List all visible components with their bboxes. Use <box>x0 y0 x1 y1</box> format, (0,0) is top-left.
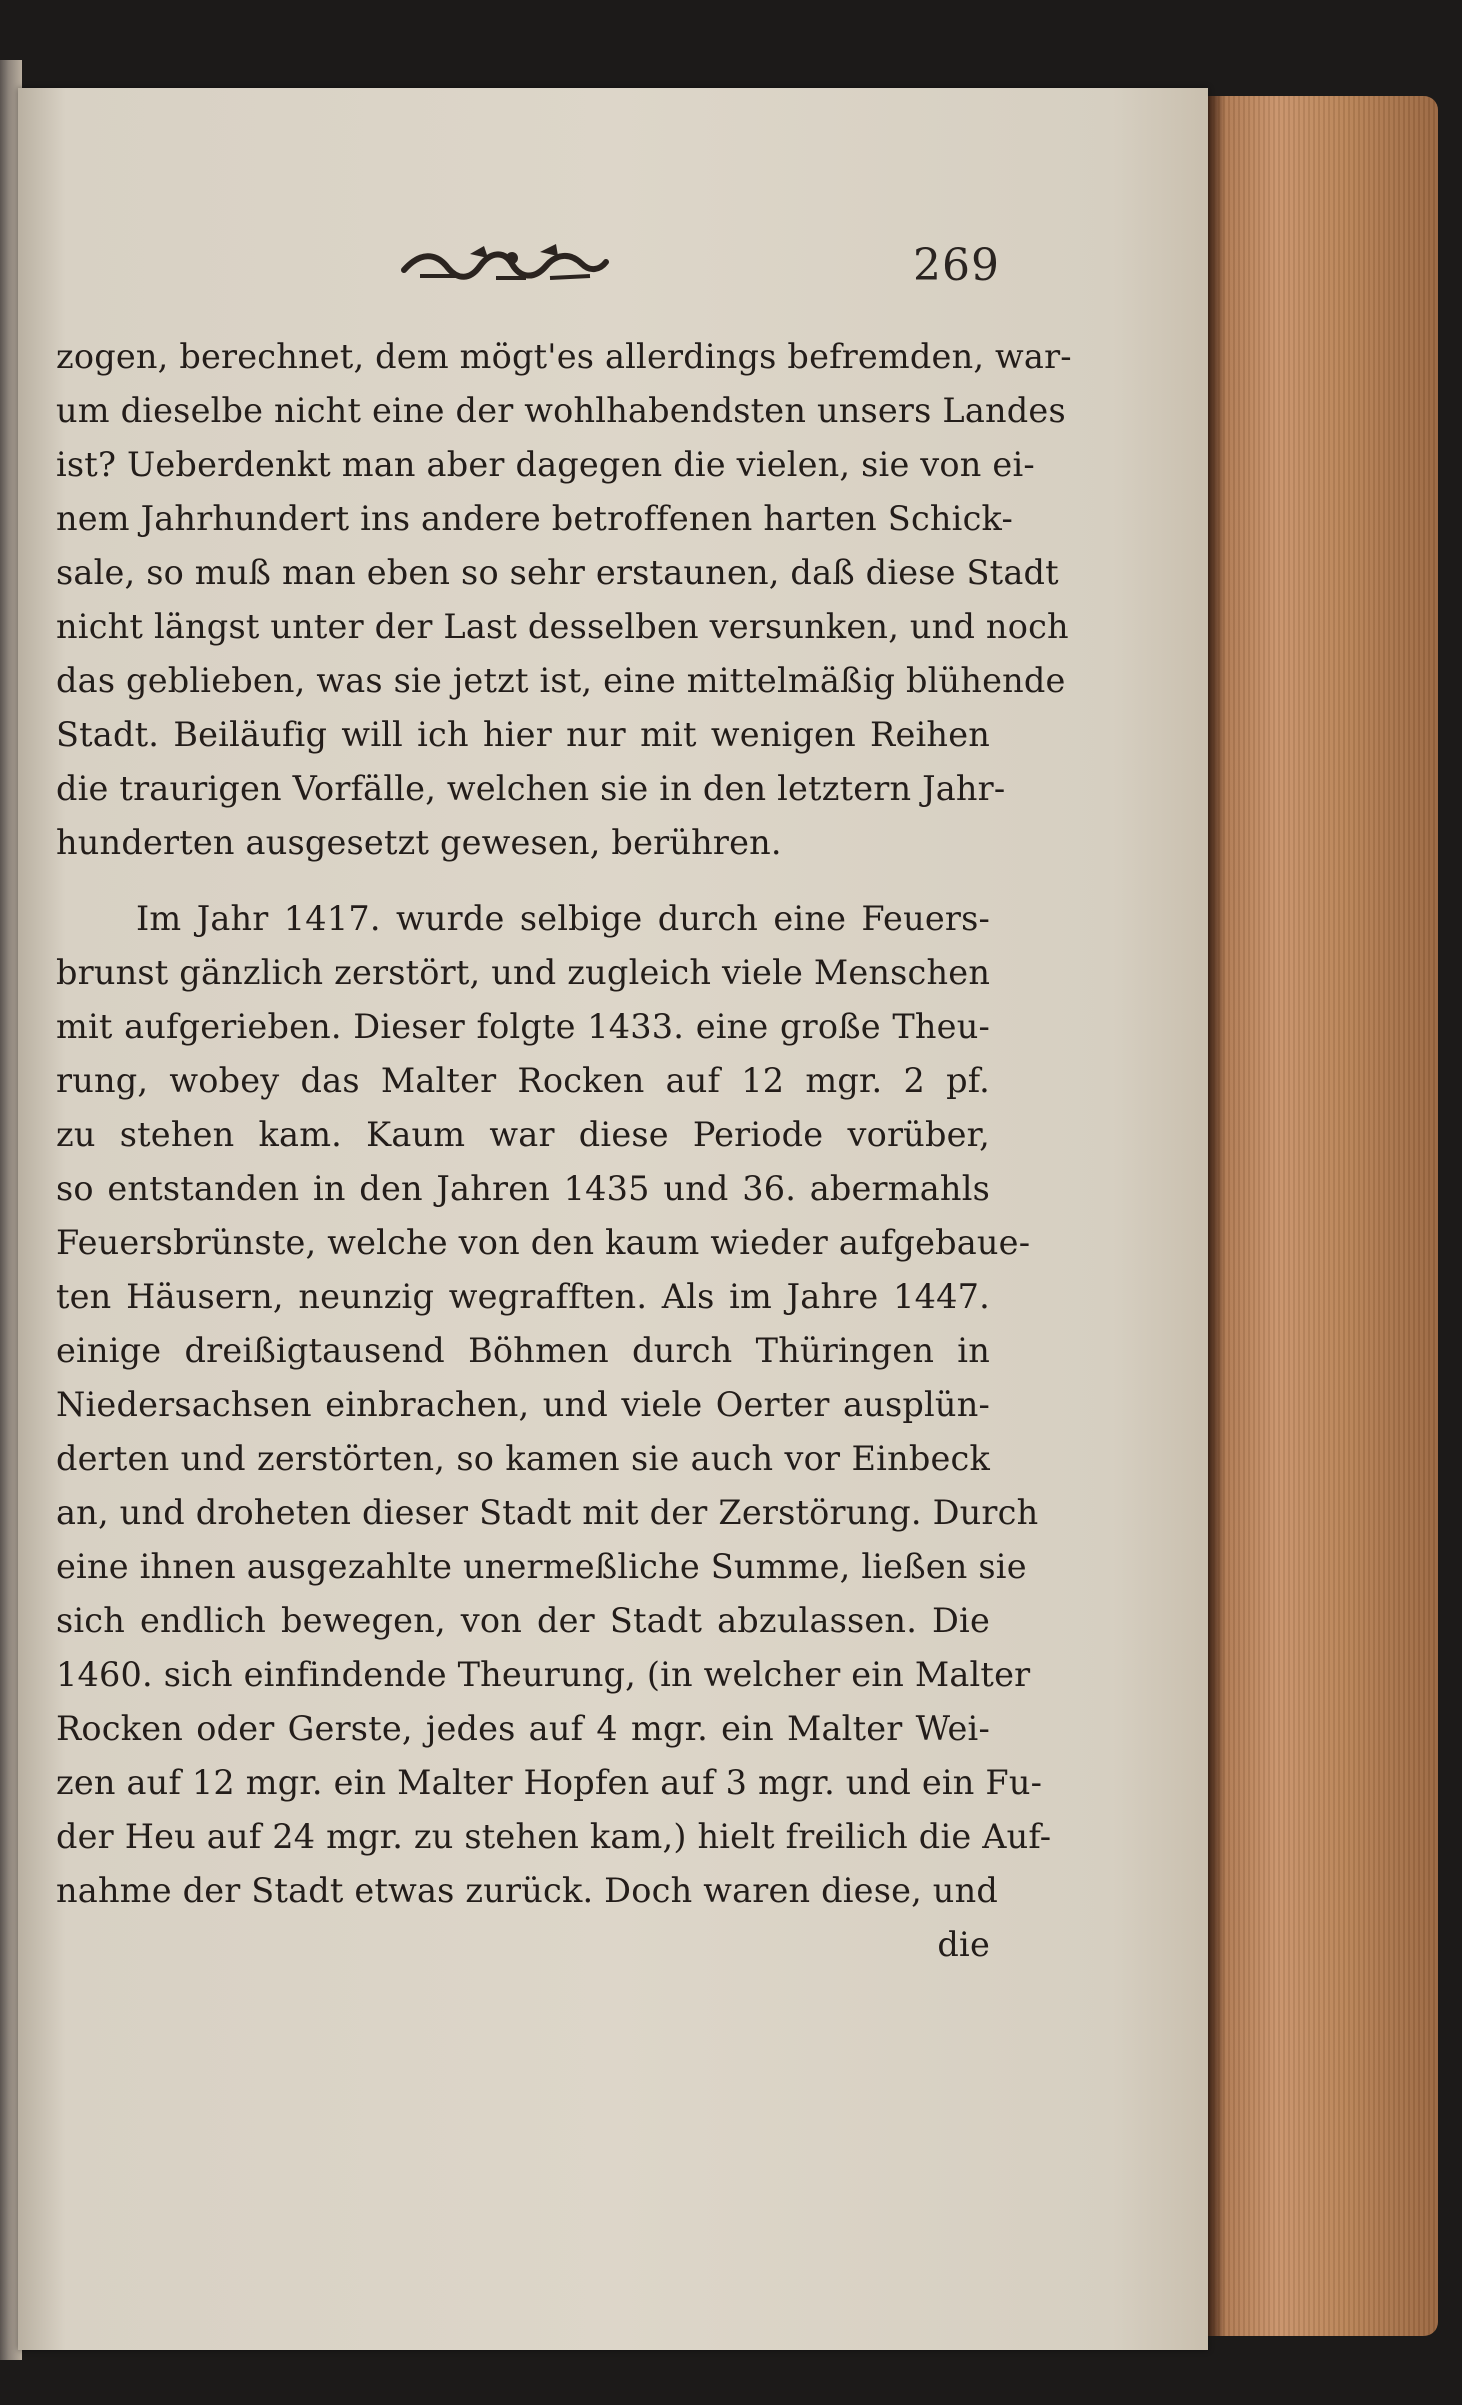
text-line: um dieselbe nicht eine der wohlhabendsten unsers Landes <box>56 391 1066 430</box>
text-line: sich endlich bewegen, von der Stadt abzulassen. Die <box>56 1601 990 1640</box>
text-line: sale, so muß man eben so sehr erstaunen, daß diese Stadt <box>56 553 1059 592</box>
text-line: so entstanden in den Jahren 1435 und 36. abermahls <box>56 1169 990 1208</box>
printer-ornament-icon <box>400 240 610 296</box>
text-line: nicht längst unter der Last desselben versunken, und noch <box>56 607 1069 646</box>
text-line: nahme der Stadt etwas zurück. Doch waren diese, und <box>56 1871 999 1910</box>
text-line: zogen, berechnet, dem mögt'es allerdings befremden, war- <box>56 337 1072 376</box>
text-line: Feuersbrünste, welche von den kaum wieder aufgebaue- <box>56 1223 1031 1262</box>
text-line: eine ihnen ausgezahlte unermeßliche Summe, ließen sie <box>56 1547 1027 1586</box>
text-line: brunst gänzlich zerstört, und zugleich viele Menschen <box>56 953 991 992</box>
text-line: die traurigen Vorfälle, welchen sie in den letztern Jahr- <box>56 769 1006 808</box>
text-line: zu stehen kam. Kaum war diese Periode vorüber, <box>56 1115 990 1154</box>
paragraph-gap <box>56 870 990 892</box>
text-line: an, und droheten dieser Stadt mit der Zerstörung. Durch <box>56 1493 1039 1532</box>
book-fore-edge <box>1208 96 1438 2336</box>
catchword: die <box>937 1925 990 1964</box>
text-line: Stadt. Beiläufig will ich hier nur mit wenigen Reihen <box>56 715 990 754</box>
text-line: hunderten ausgesetzt gewesen, berühren. <box>56 823 782 862</box>
paragraph-2 <box>56 892 1052 1918</box>
text-line: der Heu auf 24 mgr. zu stehen kam,) hielt freilich die Auf- <box>56 1817 1052 1856</box>
text-line: einige dreißigtausend Böhmen durch Thüringen in <box>56 1331 990 1370</box>
paragraph-1 <box>56 330 1072 870</box>
text-line: Niedersachsen einbrachen, und viele Oerter ausplün- <box>56 1385 990 1424</box>
text-line: derten und zerstörten, so kamen sie auch vor Einbeck <box>56 1439 990 1478</box>
text-line: zen auf 12 mgr. ein Malter Hopfen auf 3 mgr. und ein Fu- <box>56 1763 1043 1802</box>
text-line: Rocken oder Gerste, jedes auf 4 mgr. ein Malter Wei- <box>56 1709 990 1748</box>
text-line: das geblieben, was sie jetzt ist, eine mittelmäßig blühende <box>56 661 1066 700</box>
body-text <box>56 330 1072 1972</box>
text-line: 1460. sich einfindende Theurung, (in welcher ein Malter <box>56 1655 1031 1694</box>
text-line: ist? Ueberdenkt man aber dagegen die vielen, sie von ei- <box>56 445 1035 484</box>
text-line: ten Häusern, neunzig wegrafften. Als im Jahre 1447. <box>56 1277 990 1316</box>
text-line: Im Jahr 1417. wurde selbige durch eine Feuers- <box>136 899 990 938</box>
page-number: 269 <box>913 240 1000 291</box>
text-line: rung, wobey das Malter Rocken auf 12 mgr. 2 pf. <box>56 1061 990 1100</box>
text-line: nem Jahrhundert ins andere betroffenen harten Schick- <box>56 499 1013 538</box>
page-header <box>360 236 1000 316</box>
text-line: mit aufgerieben. Dieser folgte 1433. eine große Theu- <box>56 1007 990 1046</box>
